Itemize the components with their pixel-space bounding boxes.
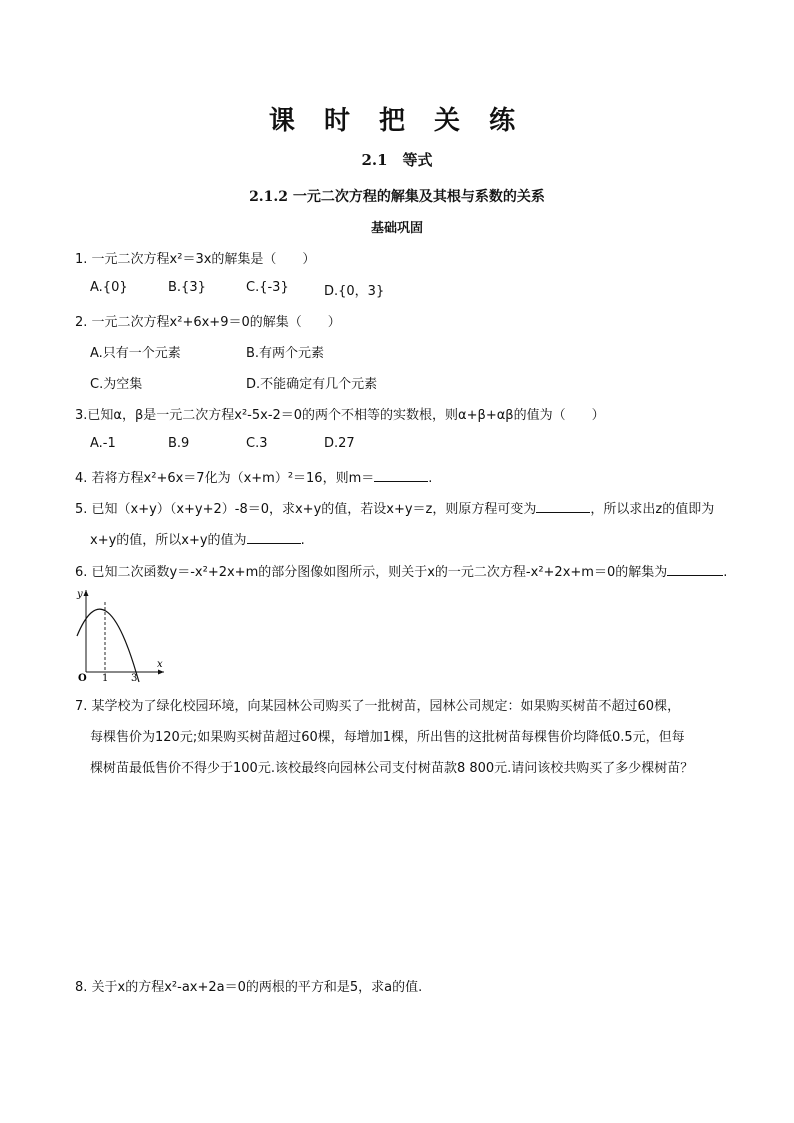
y-axis-label: y <box>77 589 83 600</box>
question-1-option-d: D.{0，3} <box>324 284 385 299</box>
tick-label-3: 3 <box>131 673 138 684</box>
question-2-stem: 2. 一元二次方程x²+6x+9＝0的解集（ ） <box>75 315 341 330</box>
question-3-option-d: D.27 <box>324 436 355 451</box>
question-3-option-b: B.9 <box>168 436 190 451</box>
question-3-option-a: A.-1 <box>90 436 116 451</box>
question-6-text: 6. 已知二次函数y＝-x²+2x+m的部分图像如图所示，则关于x的一元二次方程-x²+2x+m＝0的解集为 <box>75 565 668 580</box>
tick-label-1: 1 <box>102 673 109 684</box>
question-4 <box>75 467 432 486</box>
exercise-heading: 基础巩固 <box>370 221 423 236</box>
question-2-option-d: D.不能确定有几个元素 <box>246 377 378 392</box>
question-3-option-c: C.3 <box>246 436 268 451</box>
question-6-end: . <box>723 565 728 580</box>
question-2-option-a: A.只有一个元素 <box>90 346 181 361</box>
question-1-option-a: A.{0} <box>90 280 128 295</box>
question-6 <box>75 561 727 580</box>
question-5-line-2 <box>90 529 305 548</box>
question-2-option-b: B.有两个元素 <box>246 346 325 361</box>
question-5-text-a: 5. 已知（x+y）（x+y+2）-8＝0，求x+y的值，若设x+y＝z，则原方程可变为 <box>75 502 537 517</box>
question-7-line-2: 每棵售价为120元;如果购买树苗超过60棵，每增加1棵，所出售的这批树苗每棵售价均降低0.5元，但每 <box>90 730 685 745</box>
answer-blank <box>247 531 301 544</box>
origin-label: O <box>78 673 87 684</box>
question-2-option-c: C.为空集 <box>90 377 143 392</box>
section-title: 2.1 等式 <box>361 151 433 169</box>
question-1-option-c: C.{-3} <box>246 280 289 295</box>
question-4-text: 4. 若将方程x²+6x＝7化为（x+m）²＝16，则m＝ <box>75 471 375 486</box>
parabola-graph <box>72 586 172 684</box>
question-5-text-c: x+y的值，所以x+y的值为 <box>90 533 247 548</box>
question-7-line-3: 棵树苗最低售价不得少于100元.该校最终向园林公司支付树苗款8 800元.请问该校共购买了多少棵树苗？ <box>90 761 694 776</box>
x-axis-label: x <box>157 659 163 670</box>
answer-blank <box>374 469 428 482</box>
y-axis-arrow <box>84 590 89 596</box>
answer-blank <box>536 500 590 513</box>
question-3-stem: 3.已知α，β是一元二次方程x²-5x-2＝0的两个不相等的实数根，则α+β+αβ的值为（ ） <box>75 408 605 423</box>
x-axis-arrow <box>158 670 164 675</box>
question-8-stem: 8. 关于x的方程x²-ax+2a＝0的两根的平方和是5，求a的值. <box>75 980 423 995</box>
question-5-line-1 <box>75 498 714 517</box>
page-title: 课 时 把 关 练 <box>268 106 526 136</box>
subsection-title: 2.1.2 一元二次方程的解集及其根与系数的关系 <box>249 189 545 205</box>
question-7-line-1: 7. 某学校为了绿化校园环境，向某园林公司购买了一批树苗，园林公司规定：如果购买树苗不超过60棵， <box>75 699 681 714</box>
question-5-text-b: ，所以求出z的值即为 <box>590 502 715 517</box>
question-5-text-d: . <box>300 533 305 548</box>
question-1-stem: 1. 一元二次方程x²＝3x的解集是（ ） <box>75 252 316 267</box>
question-1-option-b: B.{3} <box>168 280 206 295</box>
answer-blank <box>667 563 723 576</box>
question-4-end: . <box>428 471 433 486</box>
